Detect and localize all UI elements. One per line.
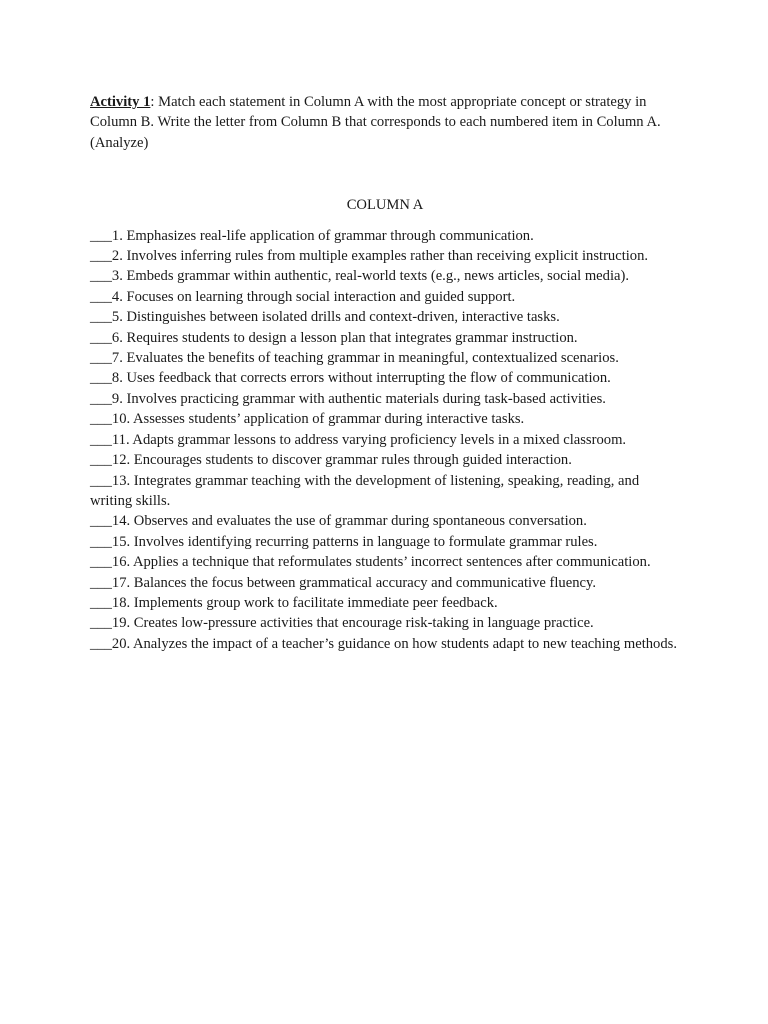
column-a-heading: COLUMN A [346,197,424,214]
list-item: ___1. Emphasizes real-life application of grammar through communication. [90,227,534,244]
list-item: ___4. Focuses on learning through social interaction and guided support. [90,288,516,305]
list-item: ___11. Adapts grammar lessons to address varying proficiency levels in a mixed classroom. [90,431,627,448]
list-item: ___9. Involves practicing grammar with authentic materials during task-based activities. [90,390,606,407]
list-item: ___12. Encourages students to discover grammar rules through guided interaction. [90,452,572,469]
list-item: ___17. Balances the focus between grammatical accuracy and communicative fluency. [90,574,596,591]
list-item: ___8. Uses feedback that corrects errors without interrupting the flow of communication. [90,370,611,387]
list-item: ___15. Involves identifying recurring patterns in language to formulate grammar rules. [90,533,598,550]
list-item: ___20. Analyzes the impact of a teacher’s guidance on how students adapt to new teaching methods. [90,635,677,652]
activity-label: Activity 1 [90,94,151,110]
list-item: ___18. Implements group work to facilitate immediate peer feedback. [90,594,498,611]
list-item: ___16. Applies a technique that reformulates students’ incorrect sentences after communication. [90,554,651,571]
list-item: ___2. Involves inferring rules from multiple examples rather than receiving explicit instruction. [90,248,649,265]
document-page [90,92,680,654]
list-item: ___13. Integrates grammar teaching with the development of listening, speaking, reading, and writing skills. [90,472,640,509]
list-item: ___6. Requires students to design a lesson plan that integrates grammar instruction. [90,329,578,346]
list-item: ___10. Assesses students’ application of grammar during interactive tasks. [90,411,525,428]
list-item: ___19. Creates low-pressure activities that encourage risk-taking in language practice. [90,615,594,632]
list-item: ___3. Embeds grammar within authentic, real-world texts (e.g., news articles, social media). [90,268,629,285]
activity-instructions [90,92,680,153]
list-item: ___7. Evaluates the benefits of teaching grammar in meaningful, contextualized scenarios. [90,350,619,367]
list-item: ___5. Distinguishes between isolated drills and context-driven, interactive tasks. [90,309,560,326]
list-item: ___14. Observes and evaluates the use of grammar during spontaneous conversation. [90,513,587,530]
activity-instructions-text: : Match each statement in Column A with the most appropriate concept or strategy in Column B. Write the letter from Column B that corresponds to each numbered item in Column A. (Analyze) [90,94,661,151]
column-a-list [90,226,680,655]
